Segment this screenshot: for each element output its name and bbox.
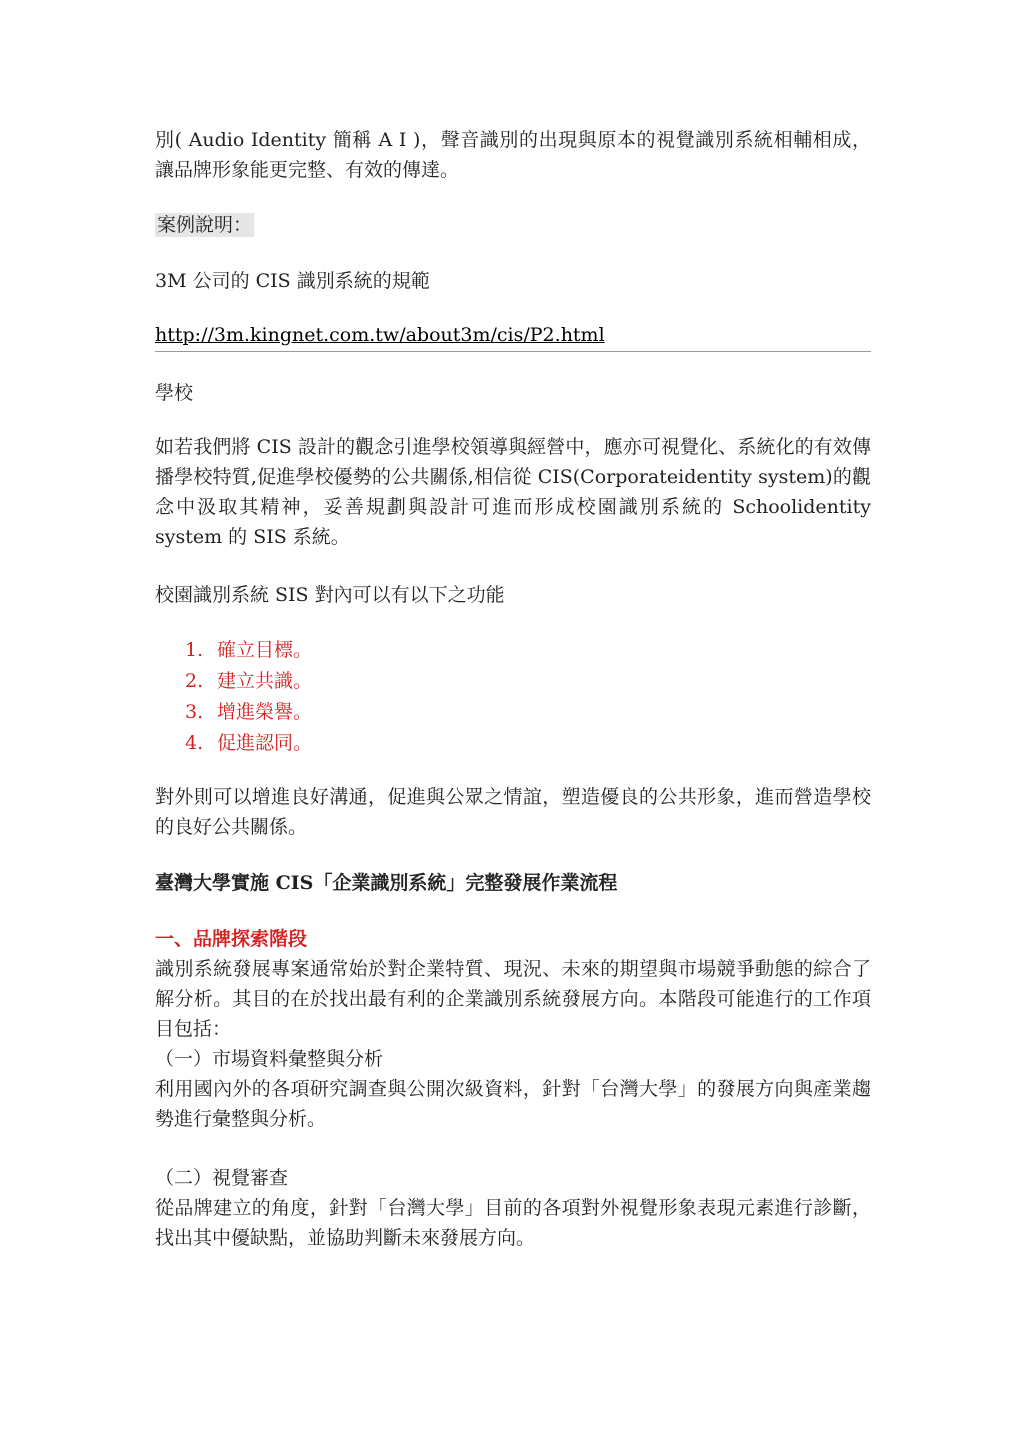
list-text: 建立共識。 xyxy=(217,670,313,692)
list-item xyxy=(155,728,871,759)
list-item xyxy=(155,635,871,666)
list-item xyxy=(155,666,871,697)
list-text: 增進榮譽。 xyxy=(217,701,313,723)
ntu-heading-block xyxy=(155,868,871,898)
item1-text: 利用國內外的各項研究調查與公開次級資料，針對「台灣大學」的發展方向與產業趨勢進行彙整與分析。 xyxy=(155,1078,871,1130)
stage1-block xyxy=(155,924,871,1134)
functions-intro-block xyxy=(155,580,871,610)
case-title: 3M 公司的 CIS 識別系統的規範 xyxy=(155,270,430,292)
school-paragraph: 如若我們將 CIS 設計的觀念引進學校領導與經營中，應亦可視覺化、系統化的有效傳播學校特質,促進學校優勢的公共關係,相信從 CIS(Corporateidentity system)的觀念中汲取其精神，妥善規劃與設計可進而形成校園識別系統的 Schoolidentity system 的 SIS 系統。 xyxy=(155,436,871,548)
functions-intro: 校園識別系統 SIS 對內可以有以下之功能 xyxy=(155,584,505,606)
stage1-paragraph: 識別系統發展專案通常始於對企業特質、現況、未來的期望與市場競爭動態的綜合了解分析。其目的在於找出最有利的企業識別系統發展方向。本階段可能進行的工作項目包括： xyxy=(155,958,871,1040)
case-title-block xyxy=(155,266,871,296)
intro-paragraph: 別( Audio Identity 簡稱 A I )，聲音識別的出現與原本的視覺識別系統相輔相成，讓品牌形象能更完整、有效的傳達。 xyxy=(155,129,871,181)
case-label-block xyxy=(155,210,871,240)
item2-text: 從品牌建立的角度，針對「台灣大學」目前的各項對外視覺形象表現元素進行診斷，找出其中優缺點，並協助判斷未來發展方向。 xyxy=(155,1197,871,1249)
external-paragraph-block xyxy=(155,782,871,842)
item1-title: （一）市場資料彙整與分析 xyxy=(155,1048,384,1070)
school-heading: 學校 xyxy=(155,382,194,404)
case-link[interactable]: http://3m.kingnet.com.tw/about3m/cis/P2.html xyxy=(155,324,605,346)
external-paragraph: 對外則可以增進良好溝通，促進與公眾之情誼，塑造優良的公共形象，進而營造學校的良好公共關係。 xyxy=(155,786,871,838)
functions-list xyxy=(155,635,871,759)
list-item xyxy=(155,697,871,728)
item2-block xyxy=(155,1163,871,1253)
ntu-heading: 臺灣大學實施 CIS「企業識別系統」完整發展作業流程 xyxy=(155,872,618,894)
list-text: 確立目標。 xyxy=(217,639,313,661)
case-link-block xyxy=(155,320,871,350)
list-number: 2. xyxy=(185,670,204,692)
case-label: 案例說明： xyxy=(157,214,253,236)
intro-section xyxy=(155,125,871,185)
list-number: 4. xyxy=(185,732,204,754)
school-paragraph-block xyxy=(155,432,871,552)
stage1-title: 一、品牌探索階段 xyxy=(155,928,308,950)
list-number: 3. xyxy=(185,701,204,723)
functions-list-block xyxy=(155,635,871,759)
list-text: 促進認同。 xyxy=(217,732,313,754)
school-heading-block xyxy=(155,378,871,408)
item2-title: （二）視覺審查 xyxy=(155,1167,289,1189)
divider xyxy=(155,351,871,352)
list-number: 1. xyxy=(185,639,204,661)
